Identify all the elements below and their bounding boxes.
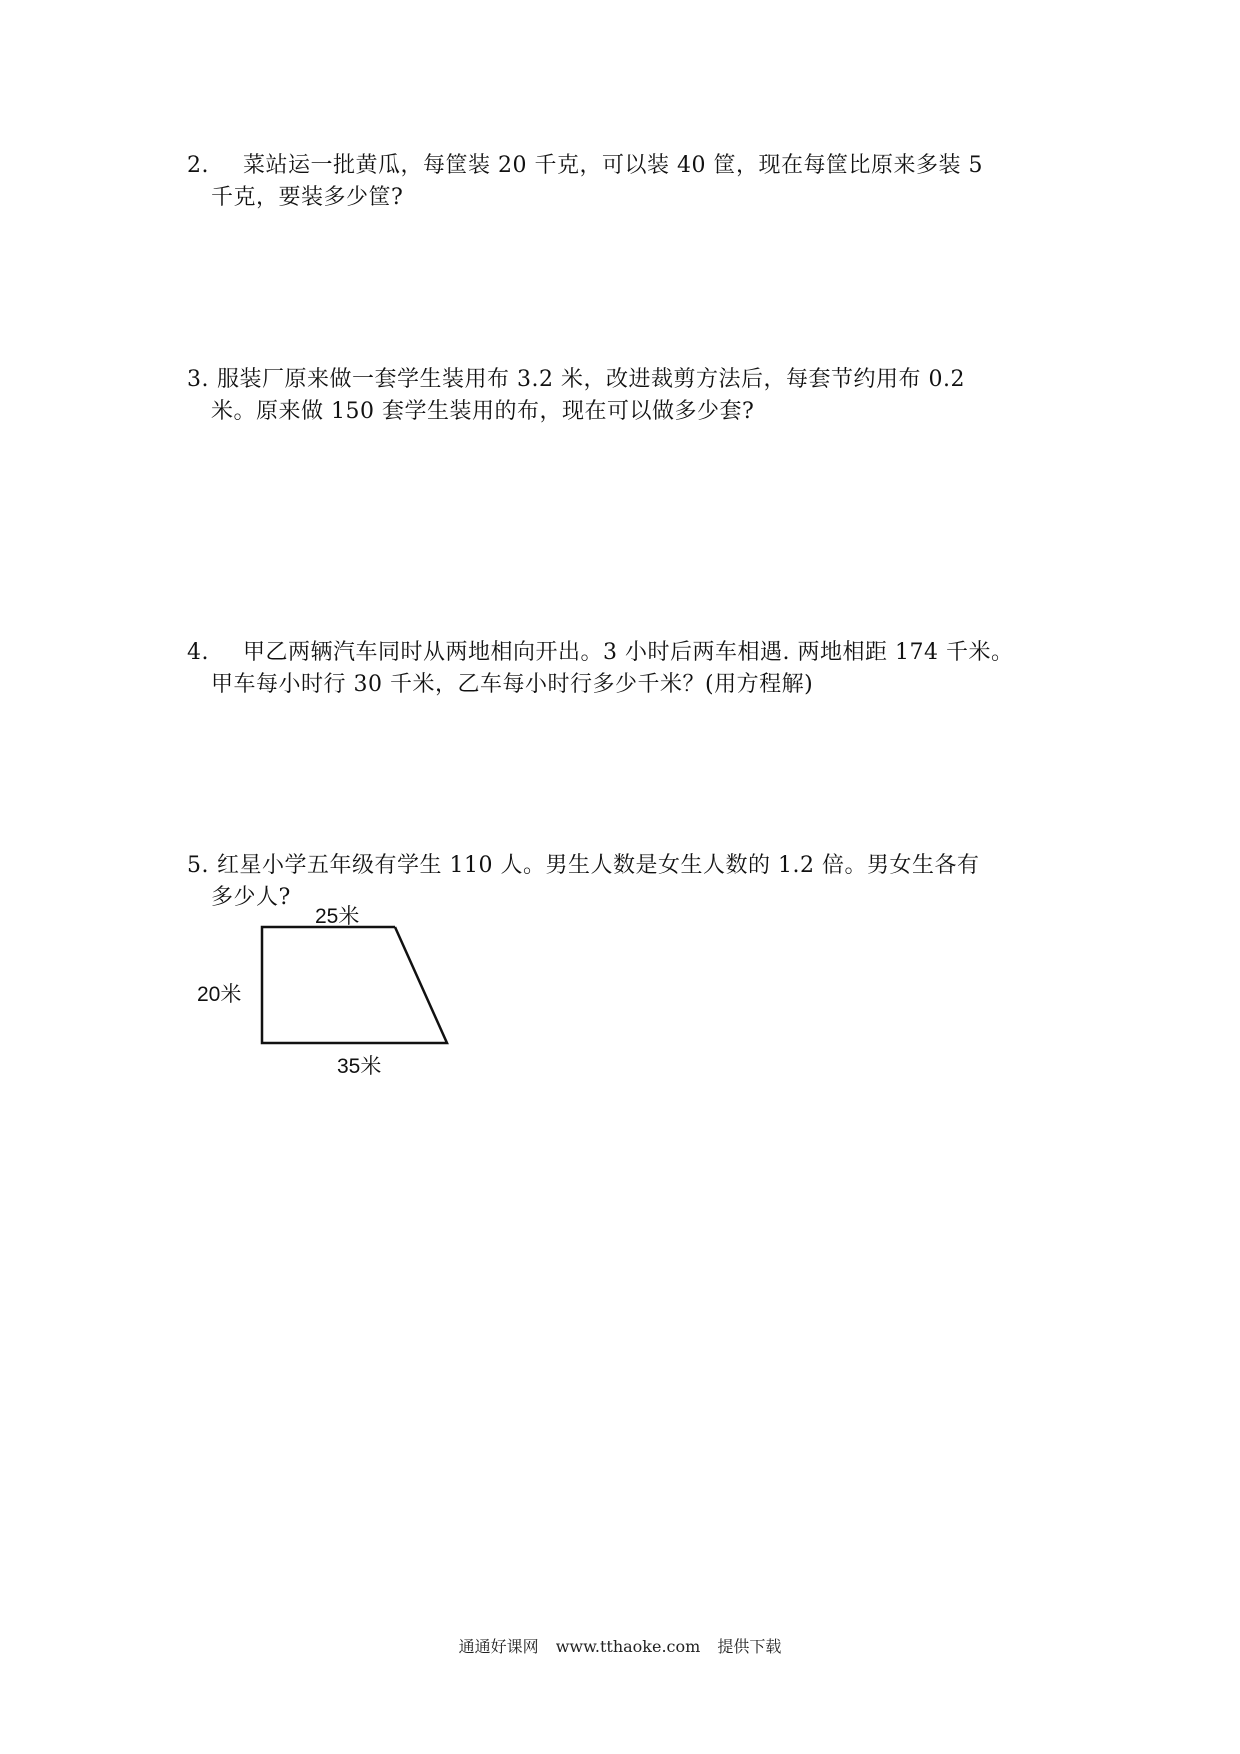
question-number: 2. (187, 153, 209, 178)
question-2-line1 (187, 150, 1067, 182)
question-2-line2: 千克，要装多少筐? (211, 185, 404, 210)
question-4-line1 (187, 637, 1067, 669)
question-5-line1 (187, 850, 1067, 882)
left-side-label: 20米 (197, 983, 242, 1006)
question-text: 菜站运一批黄瓜，每筐装 20 千克，可以装 40 筐，现在每筐比原来多装 5 (243, 153, 983, 178)
question-4 (187, 637, 1067, 701)
question-3-line1 (187, 364, 1067, 396)
question-text: 服装厂原来做一套学生装用布 3.2 米，改进裁剪方法后，每套节约用布 0.2 (217, 367, 965, 392)
question-2 (187, 150, 1067, 214)
footer-note: 提供下载 (717, 1637, 782, 1656)
trapezoid-outline (262, 927, 447, 1043)
question-number: 4. (187, 640, 209, 665)
question-4-line2: 甲车每小时行 30 千米，乙车每小时行多少千米？(用方程解) (211, 672, 814, 697)
question-number: 3. (187, 367, 209, 392)
footer-site-name: 通通好课网 (458, 1637, 539, 1656)
top-side-label: 25米 (315, 905, 360, 928)
footer-url[interactable]: www.tthaoke.com (555, 1637, 701, 1656)
question-3 (187, 364, 1067, 428)
trapezoid-figure (187, 900, 467, 1090)
bottom-side-label: 35米 (337, 1055, 382, 1078)
question-3-line2: 米。原来做 150 套学生装用的布，现在可以做多少套? (211, 399, 755, 424)
footer (0, 1634, 1240, 1657)
question-5-line2: 多少人? (211, 885, 291, 910)
question-number: 5. (187, 853, 209, 878)
question-text: 甲乙两辆汽车同时从两地相向开出。3 小时后两车相遇. 两地相距 174 千米。 (243, 640, 1014, 665)
question-text: 红星小学五年级有学生 110 人。男生人数是女生人数的 1.2 倍。男女生各有 (217, 853, 980, 878)
